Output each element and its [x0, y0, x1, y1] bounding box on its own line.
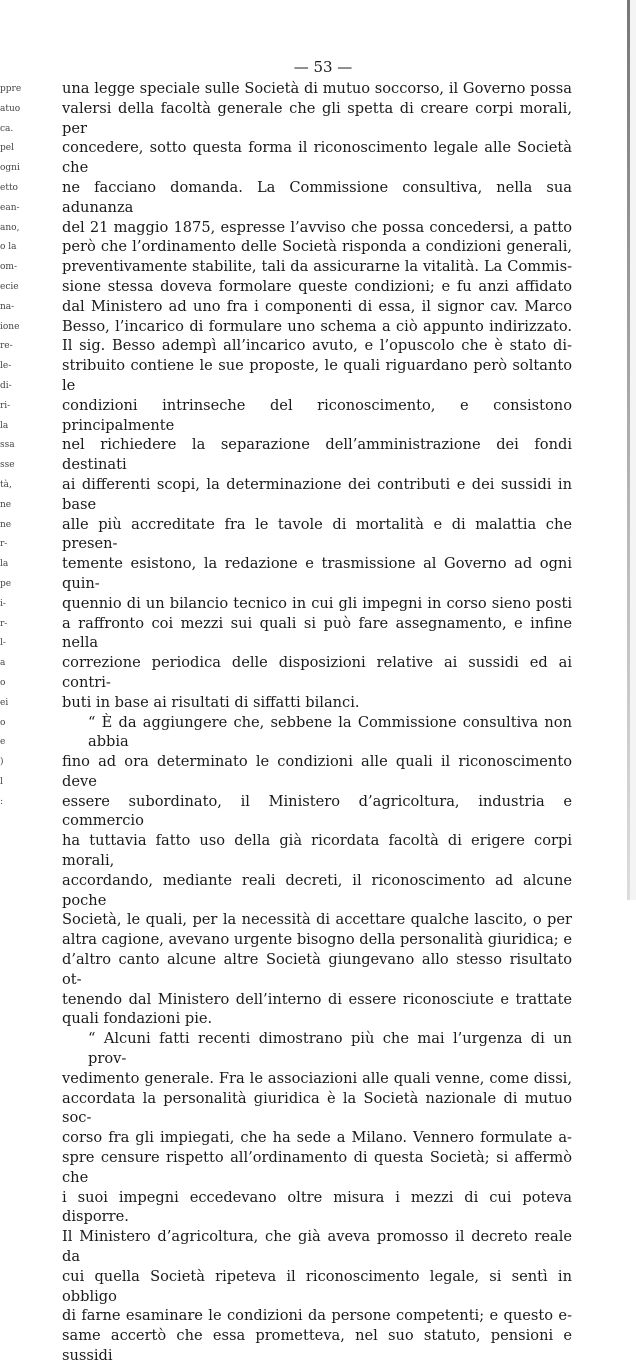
text-line: d’altro canto alcune altre Società giungevano allo stesso risultato ot- [62, 951, 572, 988]
margin-fragment: ione [0, 321, 20, 332]
page-number: — 53 — [293, 58, 353, 76]
text-line: alle più accreditate fra le tavole di mortalità e di malattia che presen- [62, 515, 572, 553]
text-line: vedimento generale. Fra le associazioni alle quali venne, come dissi, [62, 1069, 572, 1087]
margin-fragment: etto [0, 182, 18, 193]
margin-fragment: le- [0, 361, 12, 372]
text-line: spre censure rispetto all’ordinamento di questa Società; si affermò che [62, 1149, 572, 1186]
text-line: accordando, mediante reali decreti, il riconoscimento ad alcune poche [62, 871, 572, 909]
margin-fragment: r- [0, 539, 8, 550]
margin-fragment: pe [0, 578, 12, 589]
margin-fragment: ne [0, 519, 12, 530]
text-line: Besso, l’incarico di formulare uno schema a ciò appunto indirizzato. [62, 317, 572, 335]
margin-fragment: ca. [0, 123, 14, 134]
margin-fragment: e [0, 737, 6, 748]
margin-fragment: ne [0, 499, 12, 510]
margin-fragment: o la [0, 242, 17, 253]
margin-fragment: la [0, 420, 9, 431]
text-line: “ È da aggiungere che, sebbene la Commissione consultiva non abbia [88, 713, 572, 751]
text-line: cui quella Società ripeteva il riconoscimento legale, si sentì in obbligo [62, 1267, 572, 1305]
paragraph [62, 1029, 572, 1366]
margin-fragment: r- [0, 618, 8, 629]
text-line: correzione periodica delle disposizioni relative ai sussidi ed ai contri- [62, 654, 572, 691]
text-line: “ Alcuni fatti recenti dimostrano più che mai l’urgenza di un prov- [88, 1030, 572, 1068]
page-edge-shadow [630, 0, 636, 900]
text-line: preventivamente stabilite, tali da assicurarne la vitalità. La Commis- [62, 258, 572, 276]
margin-fragment: di- [0, 380, 12, 391]
text-line: di farne esaminare le condizioni da persone competenti; e questo e- [62, 1307, 572, 1325]
margin-fragment: ei [0, 697, 9, 708]
text-line: tenendo dal Ministero dell’interno di essere riconosciute e trattate [62, 990, 572, 1008]
margin-fragment: sse [0, 460, 15, 471]
text-line: corso fra gli impiegati, che ha sede a Milano. Vennero formulate a- [62, 1129, 572, 1147]
margin-fragment: ssa [0, 440, 15, 451]
margin-fragment: o [0, 677, 6, 688]
text-line: Il Ministero d’agricoltura, che già aveva promosso il decreto reale da [62, 1228, 572, 1266]
margin-fragment: ogni [0, 163, 20, 174]
margin-fragment: re- [0, 341, 13, 352]
text-line: Società, le quali, per la necessità di accettare qualche lascito, o per [62, 911, 572, 929]
text-line: valersi della facoltà generale che gli spetta di creare corpi morali, per [62, 99, 572, 137]
margin-fragment: om- [0, 262, 17, 273]
text-line: stribuito contiene le sue proposte, le quali riguardano però soltanto le [62, 357, 572, 394]
margin-fragment: o [0, 717, 6, 728]
margin-fragment: na- [0, 301, 15, 312]
margin-fragment: ecie [0, 281, 19, 292]
margin-fragment: tà, [0, 479, 12, 490]
text-line: quennio di un bilancio tecnico in cui gli impegni in corso sieno posti [62, 594, 572, 612]
margin-fragment: l- [0, 638, 6, 649]
text-line: una legge speciale sulle Società di mutuo soccorso, il Governo possa [62, 80, 572, 97]
text-line: temente esistono, la redazione e trasmissione al Governo ad ogni quin- [62, 555, 572, 592]
margin-fragment: i- [0, 598, 6, 609]
margin-fragment: ppre [0, 84, 22, 94]
text-line: dal Ministero ad uno fra i componenti di essa, il signor cav. Marco [62, 297, 572, 315]
margin-fragment: la [0, 559, 9, 570]
margin-fragment: : [0, 796, 4, 807]
text-line: a raffronto coi mezzi sui quali si può fare assegnamento, e infine nella [62, 614, 572, 652]
margin-fragment: ean- [0, 202, 20, 213]
paragraph [62, 713, 572, 1030]
page-edge [627, 0, 630, 900]
margin-fragment: pel [0, 143, 14, 154]
text-line: ha tuttavia fatto uso della già ricordata facoltà di erigere corpi morali, [62, 832, 572, 870]
margin-fragment: atuo [0, 103, 21, 114]
text-line: Il sig. Besso adempì all’incarico avuto, e l’opuscolo che è stato di- [62, 337, 572, 355]
text-line: concedere, sotto questa forma il riconoscimento legale alle Società che [62, 139, 572, 177]
text-line: ai differenti scopi, la determinazione dei contributi e dei sussidi in base [62, 475, 572, 513]
adjacent-page-margin-fragments [0, 80, 24, 812]
margin-fragment: ano, [0, 222, 20, 233]
text-line: quali fondazioni pie. [62, 1010, 213, 1028]
paragraph [62, 79, 572, 713]
margin-fragment: l [0, 776, 3, 787]
margin-fragment: ) [0, 757, 4, 768]
text-line: i suoi impegni eccedevano oltre misura i mezzi di cui poteva disporre. [62, 1188, 572, 1226]
text-line: accordata la personalità giuridica è la Società nazionale di mutuo soc- [62, 1089, 572, 1127]
text-line: essere subordinato, il Ministero d’agricoltura, industria e commercio [62, 792, 572, 830]
text-line: buti in base ai risultati di siffatti bilanci. [62, 693, 360, 711]
text-line: del 21 maggio 1875, espresse l’avviso che possa concedersi, a patto [62, 218, 572, 236]
text-line: sione stessa doveva formolare queste condizioni; e fu anzi affidato [62, 277, 572, 295]
text-line: altra cagione, avevano urgente bisogno della personalità giuridica; e [62, 931, 572, 949]
text-line: però che l’ordinamento delle Società risponda a condizioni generali, [62, 238, 572, 256]
margin-fragment: a [0, 658, 6, 669]
text-line: nel richiedere la separazione dell’amministrazione dei fondi destinati [62, 436, 572, 474]
margin-fragment: ri- [0, 400, 11, 411]
body-text [62, 79, 572, 1366]
text-line: ne facciano domanda. La Commissione consultiva, nella sua adunanza [62, 178, 572, 216]
text-line: fino ad ora determinato le condizioni alle quali il riconoscimento deve [62, 753, 572, 790]
text-line: same accertò che essa prometteva, nel suo statuto, pensioni e sussidi [62, 1327, 572, 1364]
text-line: condizioni intrinseche del riconoscimento, e consistono principalmente [62, 396, 572, 434]
